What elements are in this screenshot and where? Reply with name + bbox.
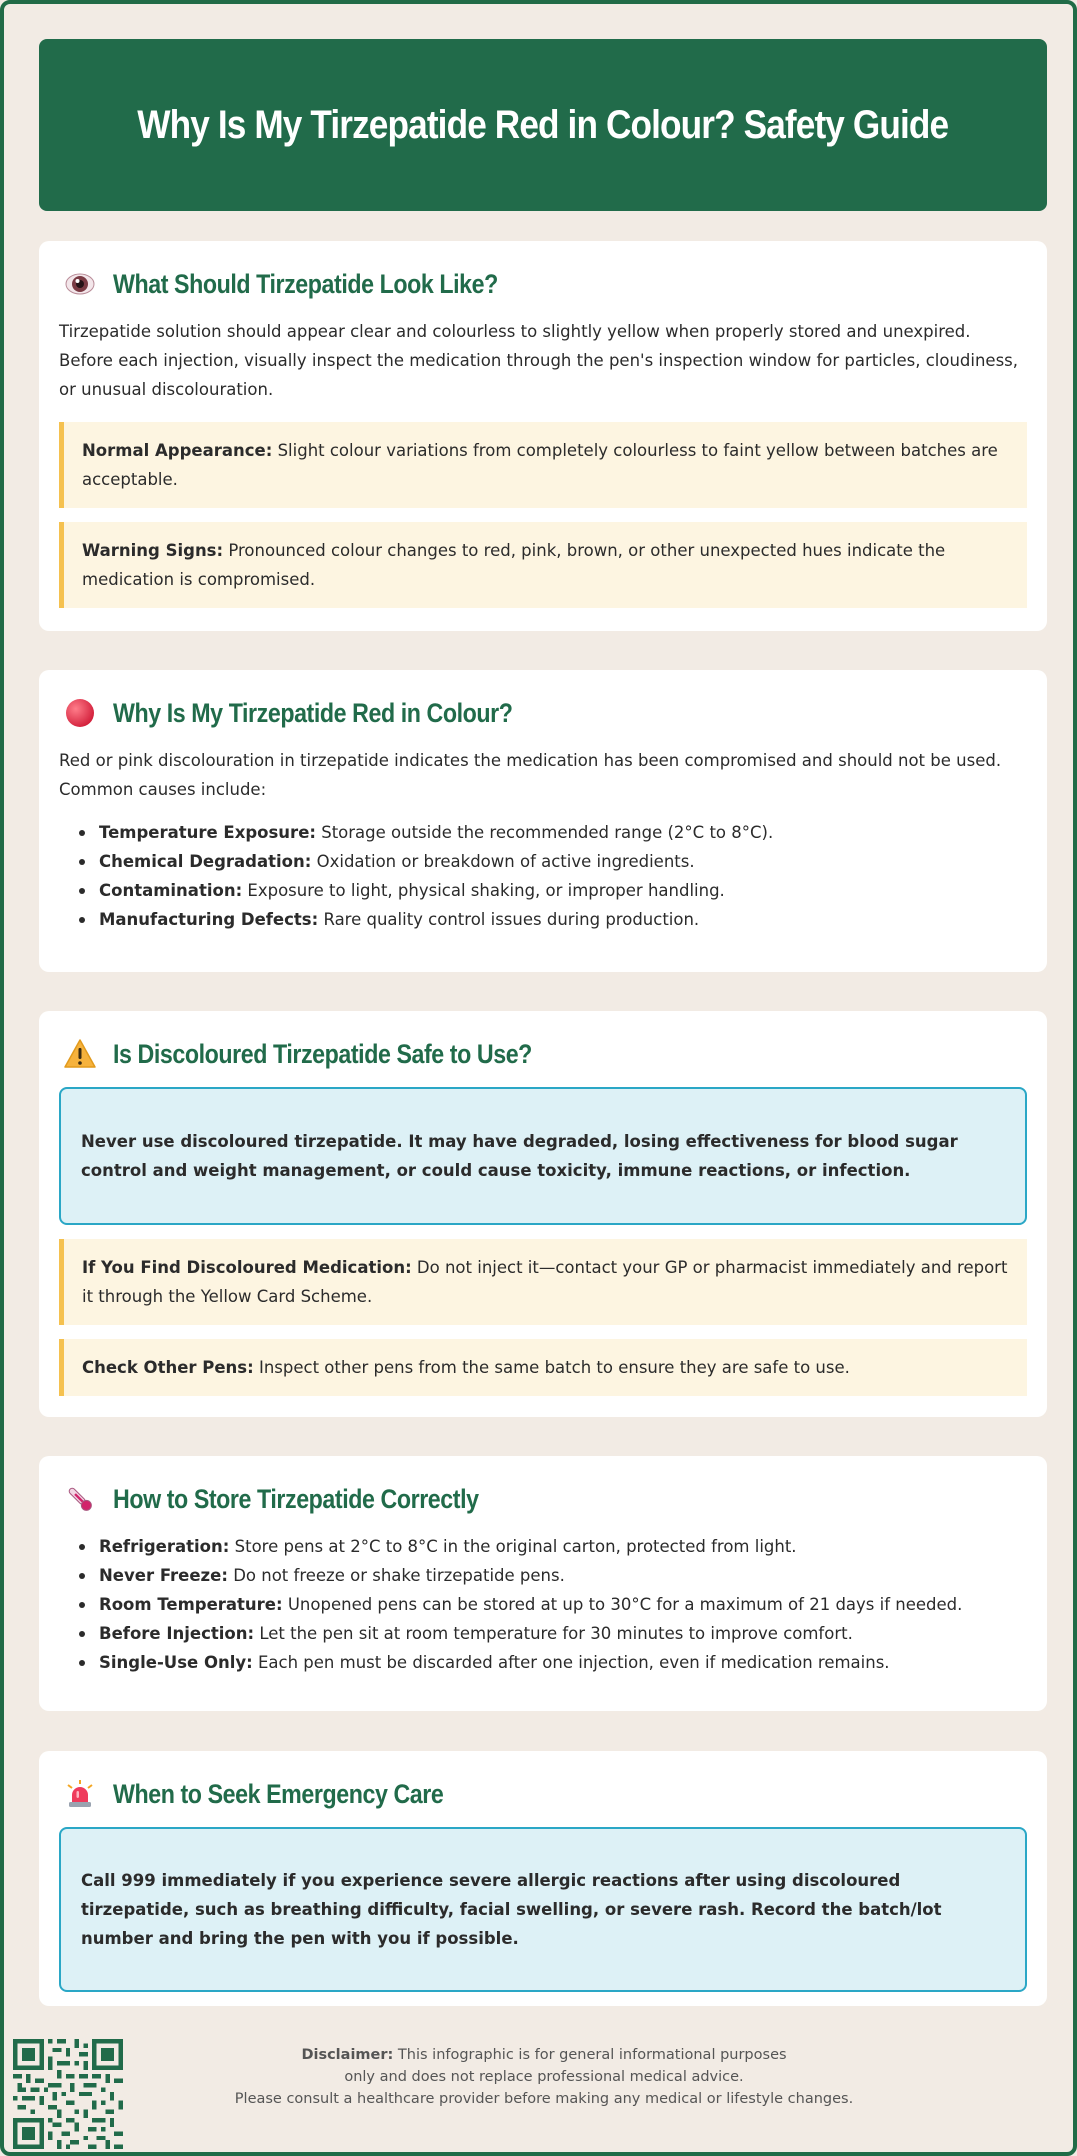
note-warning-signs — [59, 522, 1027, 608]
card-title-row — [59, 1478, 1027, 1520]
item-label: Before Injection: — [99, 1624, 255, 1643]
item-label: Contamination: — [99, 881, 243, 900]
list-item — [59, 847, 1027, 876]
list-item — [59, 1590, 1027, 1619]
item-label: Temperature Exposure: — [99, 823, 316, 842]
card-red-colour — [39, 670, 1047, 972]
note-text: Inspect other pens from the same batch to ensure they are safe to use. — [253, 1358, 850, 1377]
red-circle-icon — [63, 696, 97, 730]
item-text: Each pen must be discarded after one injection, even if medication remains. — [252, 1653, 890, 1672]
thermometer-icon — [63, 1482, 97, 1516]
disclaimer-line: This infographic is for general informational purposes — [393, 2047, 787, 2063]
alert-text: Never use discoloured tirzepatide. It may have degraded, losing effectiveness for blood sugar control and weight management, or could cause toxicity, immune reactions, or infection. — [81, 1132, 958, 1180]
item-label: Chemical Degradation: — [99, 852, 312, 871]
card-emergency — [39, 1751, 1047, 2006]
alert-text: Call 999 immediately if you experience severe allergic reactions after using discoloured tirzepatide, such as breathing difficulty, facial swelling, or severe rash. Record the batch/lot number and bring the pen with you if possible. — [81, 1871, 942, 1948]
note-label: Warning Signs: — [82, 541, 224, 560]
section-title: Is Discoloured Tirzepatide Safe to Use? — [113, 1038, 532, 1069]
item-label: Never Freeze: — [99, 1566, 228, 1585]
list-item — [59, 876, 1027, 905]
item-text: Let the pen sit at room temperature for 30 minutes to improve comfort. — [254, 1624, 853, 1643]
note-label: Normal Appearance: — [82, 441, 273, 460]
note-text: Do not inject it—contact your GP or pharmacist immediately and report it through the Yellow Card Scheme. — [82, 1258, 1008, 1306]
note-discoloured-medication — [59, 1239, 1027, 1325]
item-label: Manufacturing Defects: — [99, 910, 319, 929]
note-text: Slight colour variations from completely colourless to faint yellow between batches are acceptable. — [82, 441, 998, 489]
disclaimer-label: Disclaimer: — [301, 2047, 394, 2063]
note-label: If You Find Discoloured Medication: — [82, 1258, 412, 1277]
section-title: What Should Tirzepatide Look Like? — [113, 268, 498, 299]
eye-icon — [63, 267, 97, 301]
section-title: Why Is My Tirzepatide Red in Colour? — [113, 697, 513, 728]
item-label: Single-Use Only: — [99, 1653, 253, 1672]
qr-code-icon — [13, 2039, 123, 2149]
item-text: Storage outside the recommended range (2°C to 8°C). — [315, 823, 774, 842]
list-item — [59, 1532, 1027, 1561]
disclaimer-line: only and does not replace professional medical advice. — [344, 2069, 744, 2085]
item-label: Refrigeration: — [99, 1537, 230, 1556]
list-item — [59, 1648, 1027, 1677]
disclaimer-line: Please consult a healthcare provider before making any medical or lifestyle changes. — [234, 2091, 854, 2107]
list-item — [59, 1619, 1027, 1648]
item-text: Exposure to light, physical shaking, or improper handling. — [242, 881, 725, 900]
list-item — [59, 905, 1027, 934]
card-safety — [39, 1011, 1047, 1417]
list-item — [59, 1561, 1027, 1590]
alert-box — [59, 1827, 1027, 1992]
disclaimer — [184, 2044, 904, 2110]
item-text: Unopened pens can be stored at up to 30°C for a maximum of 21 days if needed. — [282, 1595, 963, 1614]
card-title-row — [59, 692, 1027, 734]
storage-list — [59, 1532, 1027, 1677]
card-storage — [39, 1456, 1047, 1711]
card-title-row — [59, 263, 1027, 305]
note-normal-appearance — [59, 422, 1027, 508]
section-title: How to Store Tirzepatide Correctly — [113, 1483, 479, 1514]
alert-box — [59, 1087, 1027, 1225]
card-appearance — [39, 241, 1047, 631]
causes-list — [59, 818, 1027, 934]
warning-icon — [63, 1037, 97, 1071]
note-label: Check Other Pens: — [82, 1358, 254, 1377]
item-text: Store pens at 2°C to 8°C in the original carton, protected from light. — [229, 1537, 797, 1556]
page-title: Why Is My Tirzepatide Red in Colour? Safety Guide — [137, 102, 949, 147]
card-title-row — [59, 1773, 1027, 1815]
item-text: Oxidation or breakdown of active ingredients. — [311, 852, 695, 871]
section-body: Red or pink discolouration in tirzepatide indicates the medication has been compromised and should not be used. Common causes include: — [59, 751, 1002, 799]
note-check-other-pens — [59, 1339, 1027, 1396]
item-label: Room Temperature: — [99, 1595, 283, 1614]
item-text: Rare quality control issues during production. — [318, 910, 700, 929]
page-header — [39, 39, 1047, 211]
item-text: Do not freeze or shake tirzepatide pens. — [227, 1566, 565, 1585]
note-text: Pronounced colour changes to red, pink, brown, or other unexpected hues indicate the medication is compromised. — [82, 541, 946, 589]
section-body: Tirzepatide solution should appear clear and colourless to slightly yellow when properly stored and unexpired. Before each injection, visually inspect the medication through the pen's inspection window for particles, cloudiness, or unusual discolouration. — [59, 322, 1019, 399]
siren-icon — [63, 1777, 97, 1811]
card-title-row — [59, 1033, 1027, 1075]
section-title: When to Seek Emergency Care — [113, 1778, 444, 1809]
list-item — [59, 818, 1027, 847]
